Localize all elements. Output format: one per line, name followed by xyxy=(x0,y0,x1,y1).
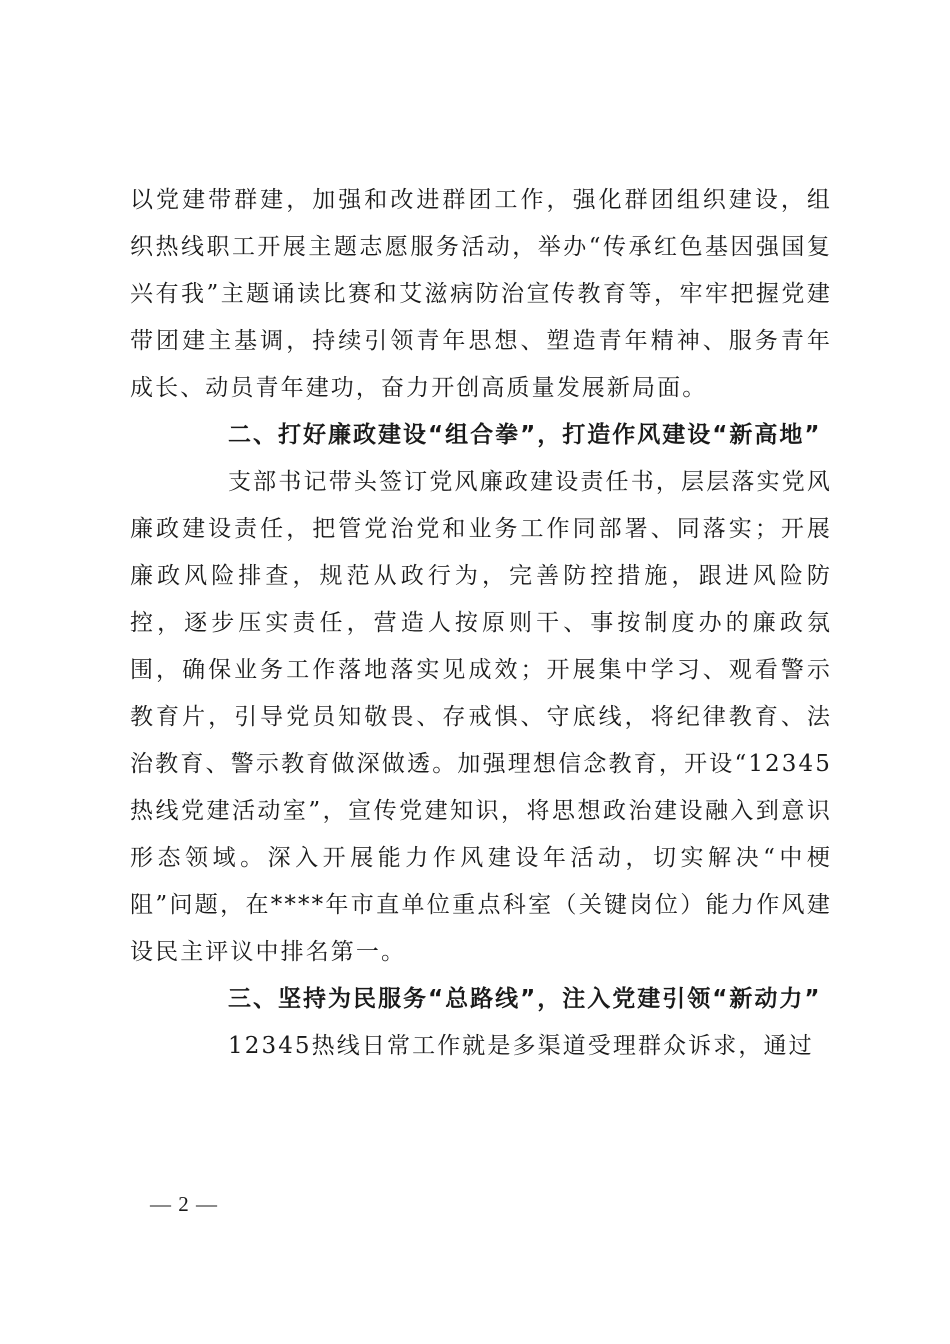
body-paragraph-3: 12345热线日常工作就是多渠道受理群众诉求，通过 xyxy=(228,1033,814,1059)
section-heading-2: 二、打好廉政建设“组合拳”，打造作风建设“新高地” xyxy=(228,422,822,448)
page-number: — 2 — xyxy=(150,1192,218,1216)
body-paragraph-2: 支部书记带头签订党风廉政建设责任书，层层落实党风廉政建设责任，把管党治党和业务工作同部署、同落实；开展廉政风险排查，规范从政行为，完善防控措施，跟进风险防控，逐步压实责任，营造人按原则干、事按制度办的廉政氛围，确保业务工作落地落实见成效；开展集中学习、观看警示教育片，引导党员知敬畏、存戒惧、守底线，将纪律教育、法治教育、警示教育做深做透。加强理想信念教育，开设“12345热线党建活动室”，宣传党建知识，将思想政治建设融入到意识形态领域。深入开展能力作风建设年活动，切实解决“中梗阻”问题，在****年市直单位重点科室（关键岗位）能力作风建设民主评议中排名第一。 xyxy=(130,469,832,965)
section-heading-3: 三、坚持为民服务“总路线”，注入党建引领“新动力” xyxy=(228,986,822,1012)
document-body xyxy=(130,177,832,1070)
body-paragraph-1: 以党建带群建，加强和改进群团工作，强化群团组织建设，组织热线职工开展主题志愿服务活动，举办“传承红色基因强国复兴有我”主题诵读比赛和艾滋病防治宣传教育等，牢牢把握党建带团建主基调，持续引领青年思想、塑造青年精神、服务青年成长、动员青年建功，奋力开创高质量发展新局面。 xyxy=(130,187,832,401)
